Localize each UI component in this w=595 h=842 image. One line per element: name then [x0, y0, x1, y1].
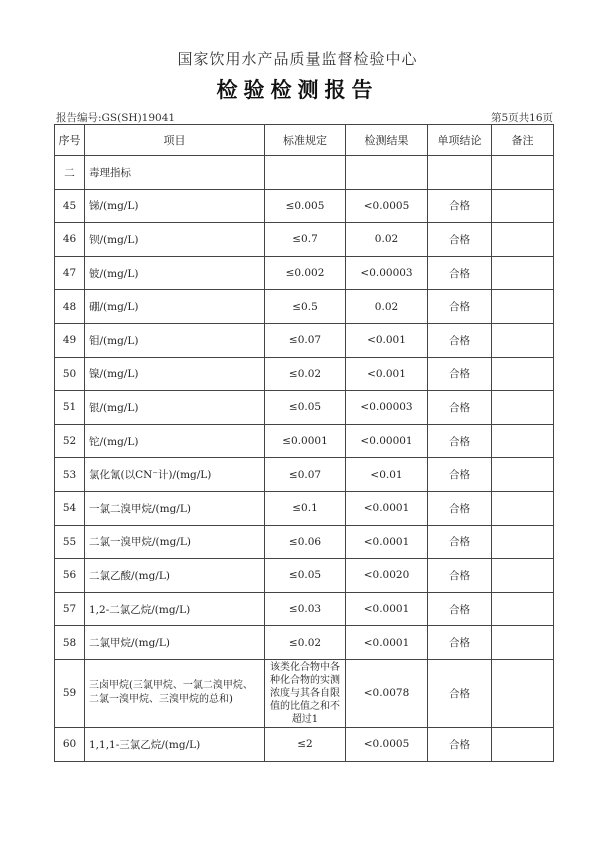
- row-conclusion: 合格: [428, 391, 492, 425]
- row-item: 铍/(mg/L): [85, 256, 265, 290]
- row-remark: [492, 391, 554, 425]
- org-title: 国家饮用水产品质量监督检验中心: [177, 50, 418, 68]
- report-title: 检验检测报告: [216, 78, 379, 102]
- row-no: 59: [55, 659, 85, 727]
- table-row: [55, 323, 554, 357]
- row-remark: [492, 626, 554, 660]
- section-row: [55, 156, 554, 190]
- row-item: 硼/(mg/L): [85, 290, 265, 324]
- row-standard: ≤2: [265, 727, 346, 761]
- row-no: 46: [55, 223, 85, 257]
- row-item: 钡/(mg/L): [85, 223, 265, 257]
- row-remark: [492, 256, 554, 290]
- row-result: <0.0001: [346, 626, 428, 660]
- row-no: 57: [55, 592, 85, 626]
- row-conclusion: 合格: [428, 290, 492, 324]
- row-result: <0.0078: [346, 659, 428, 727]
- results-table: [54, 124, 554, 762]
- row-remark: [492, 424, 554, 458]
- row-conclusion: 合格: [428, 491, 492, 525]
- row-remark: [492, 223, 554, 257]
- table-row: [55, 458, 554, 492]
- row-item: 二氯乙酸/(mg/L): [85, 559, 265, 593]
- table-row: [55, 256, 554, 290]
- row-conclusion: 合格: [428, 357, 492, 391]
- row-result: <0.01: [346, 458, 428, 492]
- row-standard: ≤0.03: [265, 592, 346, 626]
- row-result: <0.0001: [346, 525, 428, 559]
- row-item: 钼/(mg/L): [85, 323, 265, 357]
- row-result: <0.0001: [346, 491, 428, 525]
- table-row: [55, 391, 554, 425]
- section-label: 毒理指标: [85, 156, 265, 190]
- row-item: 三卤甲烷(三氯甲烷、一氯二溴甲烷、二氯一溴甲烷、三溴甲烷的总和): [85, 659, 265, 727]
- row-item: 1,2-二氯乙烷/(mg/L): [85, 592, 265, 626]
- row-result: <0.00003: [346, 256, 428, 290]
- row-conclusion: 合格: [428, 592, 492, 626]
- table-row: [55, 491, 554, 525]
- row-conclusion: 合格: [428, 256, 492, 290]
- row-result: <0.00001: [346, 424, 428, 458]
- row-remark: [492, 458, 554, 492]
- table-row: [55, 189, 554, 223]
- row-no: 48: [55, 290, 85, 324]
- row-remark: [492, 290, 554, 324]
- row-item: 氯化氰(以CN⁻计)/(mg/L): [85, 458, 265, 492]
- row-standard: ≤0.07: [265, 323, 346, 357]
- row-standard: ≤0.06: [265, 525, 346, 559]
- row-standard: ≤0.7: [265, 223, 346, 257]
- row-item: 二氯甲烷/(mg/L): [85, 626, 265, 660]
- row-remark: [492, 357, 554, 391]
- row-standard: ≤0.05: [265, 391, 346, 425]
- header-row: [55, 125, 554, 156]
- row-standard: ≤0.05: [265, 559, 346, 593]
- row-result: <0.0020: [346, 559, 428, 593]
- table-row: [55, 626, 554, 660]
- row-no: 60: [55, 727, 85, 761]
- table-row: [55, 559, 554, 593]
- row-result: <0.0001: [346, 592, 428, 626]
- row-conclusion: 合格: [428, 223, 492, 257]
- row-standard: ≤0.5: [265, 290, 346, 324]
- col-no-header: 序号: [55, 125, 85, 156]
- table-row: [55, 357, 554, 391]
- row-conclusion: 合格: [428, 559, 492, 593]
- table-row: [55, 592, 554, 626]
- row-remark: [492, 559, 554, 593]
- row-remark: [492, 592, 554, 626]
- page-info: 第5页共16页: [490, 112, 553, 124]
- row-conclusion: 合格: [428, 424, 492, 458]
- col-conclusion-header: 单项结论: [428, 125, 492, 156]
- row-no: 54: [55, 491, 85, 525]
- row-result: 0.02: [346, 290, 428, 324]
- table-row: [55, 424, 554, 458]
- row-standard: ≤0.1: [265, 491, 346, 525]
- row-result: <0.001: [346, 323, 428, 357]
- row-remark: [492, 727, 554, 761]
- col-item-header: 项目: [85, 125, 265, 156]
- row-no: 50: [55, 357, 85, 391]
- row-no: 56: [55, 559, 85, 593]
- table-row: [55, 727, 554, 761]
- row-conclusion: 合格: [428, 458, 492, 492]
- row-conclusion: 合格: [428, 323, 492, 357]
- row-item: 铊/(mg/L): [85, 424, 265, 458]
- row-no: 49: [55, 323, 85, 357]
- row-result: 0.02: [346, 223, 428, 257]
- table-row: [55, 290, 554, 324]
- col-remark-header: 备注: [492, 125, 554, 156]
- row-no: 53: [55, 458, 85, 492]
- row-standard: ≤0.005: [265, 189, 346, 223]
- row-conclusion: 合格: [428, 659, 492, 727]
- row-no: 45: [55, 189, 85, 223]
- col-standard-header: 标准规定: [265, 125, 346, 156]
- row-result: <0.0005: [346, 727, 428, 761]
- row-no: 58: [55, 626, 85, 660]
- row-standard: ≤0.0001: [265, 424, 346, 458]
- row-conclusion: 合格: [428, 525, 492, 559]
- row-result: <0.00003: [346, 391, 428, 425]
- row-conclusion: 合格: [428, 626, 492, 660]
- row-item: 一氯二溴甲烷/(mg/L): [85, 491, 265, 525]
- report-number: 报告编号:GS(SH)19041: [56, 112, 176, 124]
- row-no: 52: [55, 424, 85, 458]
- row-no: 55: [55, 525, 85, 559]
- row-standard: ≤0.02: [265, 626, 346, 660]
- row-remark: [492, 491, 554, 525]
- row-conclusion: 合格: [428, 189, 492, 223]
- row-item: 1,1,1-三氯乙烷/(mg/L): [85, 727, 265, 761]
- row-remark: [492, 659, 554, 727]
- section-no: 二: [55, 156, 85, 190]
- row-item: 镍/(mg/L): [85, 357, 265, 391]
- row-no: 51: [55, 391, 85, 425]
- row-standard: 该类化合物中各种化合物的实测浓度与其各自限值的比值之和不超过1: [265, 659, 346, 727]
- row-remark: [492, 189, 554, 223]
- row-remark: [492, 323, 554, 357]
- col-result-header: 检测结果: [346, 125, 428, 156]
- table-row: [55, 525, 554, 559]
- row-result: <0.0005: [346, 189, 428, 223]
- row-standard: ≤0.002: [265, 256, 346, 290]
- row-no: 47: [55, 256, 85, 290]
- row-remark: [492, 525, 554, 559]
- row-standard: ≤0.02: [265, 357, 346, 391]
- row-standard: ≤0.07: [265, 458, 346, 492]
- row-conclusion: 合格: [428, 727, 492, 761]
- table-row: [55, 659, 554, 727]
- table-row: [55, 223, 554, 257]
- row-item: 二氯一溴甲烷/(mg/L): [85, 525, 265, 559]
- row-result: <0.001: [346, 357, 428, 391]
- row-item: 银/(mg/L): [85, 391, 265, 425]
- row-item: 锑/(mg/L): [85, 189, 265, 223]
